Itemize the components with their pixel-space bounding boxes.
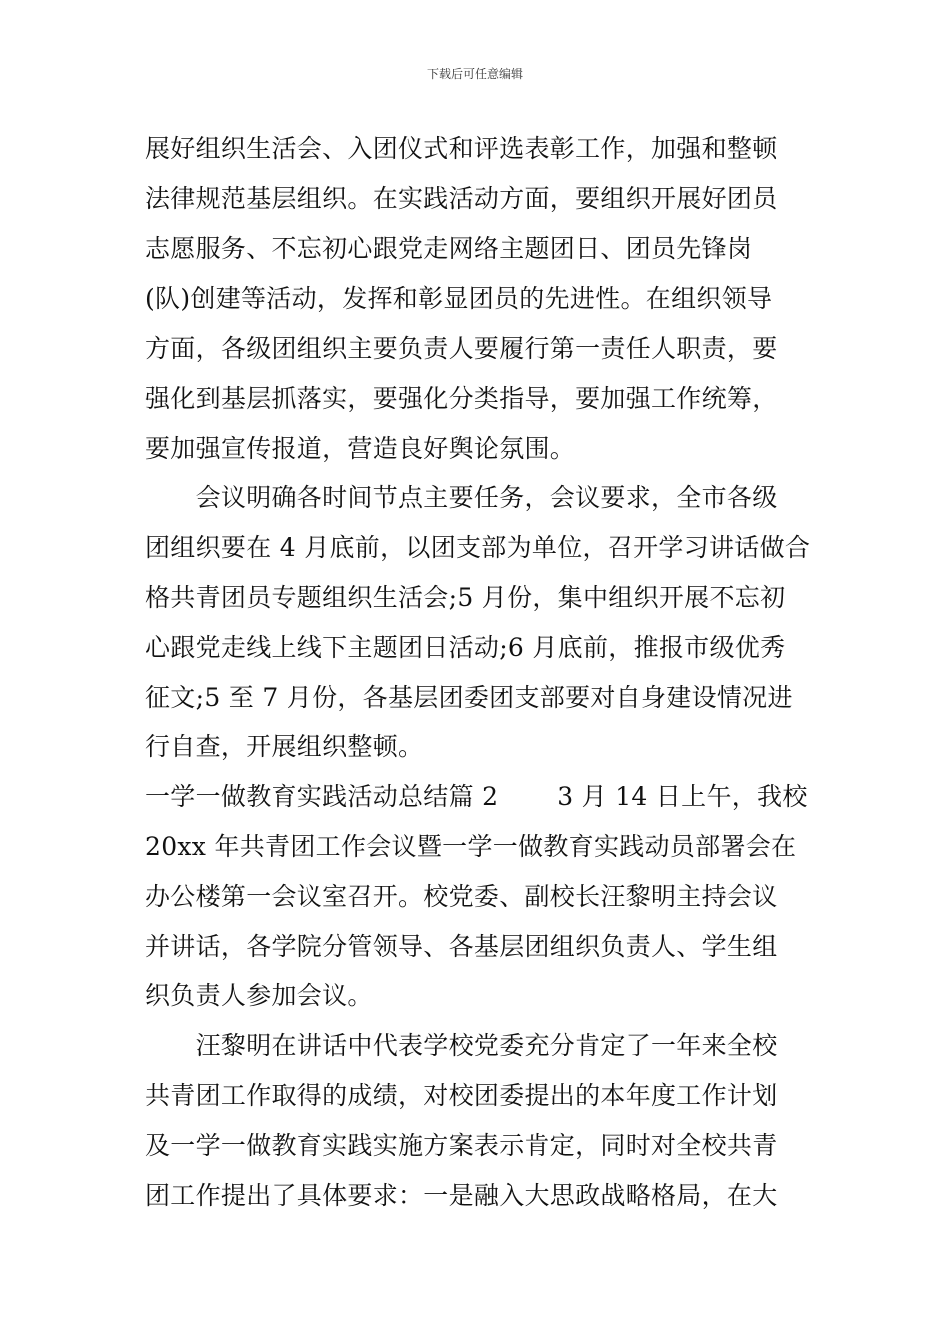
body-line: 会议明确各时间节点主要任务，会议要求，全市各级 — [145, 483, 778, 512]
body-line: (队)创建等活动，发挥和彰显团员的先进性。在组织领导 — [145, 284, 773, 313]
body-line: 强化到基层抓落实，要强化分类指导，要加强工作统筹， — [145, 384, 778, 413]
body-line: 征文;5 至 7 月份，各基层团委团支部要对自身建设情况进 — [145, 683, 793, 712]
body-line: 方面，各级团组织主要负责人要履行第一责任人职责，要 — [145, 334, 778, 363]
body-line: 20xx 年共青团工作会议暨一学一做教育实践动员部署会在 — [145, 832, 797, 861]
body-line: 心跟党走线上线下主题团日活动;6 月底前，推报市级优秀 — [145, 633, 786, 662]
body-line: 法律规范基层组织。在实践活动方面，要组织开展好团员 — [145, 184, 778, 213]
section-heading-line: 一学一做教育实践活动总结篇 2 3 月 14 日上午，我校 — [145, 782, 808, 811]
body-line: 团工作提出了具体要求：一是融入大思政战略格局，在大 — [145, 1181, 778, 1210]
body-line: 格共青团员专题组织生活会;5 月份，集中组织开展不忘初 — [145, 583, 786, 612]
body-line: 织负责人参加会议。 — [145, 981, 373, 1010]
body-line: 及一学一做教育实践实施方案表示肯定，同时对全校共青 — [145, 1131, 778, 1160]
body-line: 要加强宣传报道，营造良好舆论氛围。 — [145, 434, 576, 463]
body-line: 办公楼第一会议室召开。校党委、副校长汪黎明主持会议 — [145, 882, 778, 911]
body-line: 共青团工作取得的成绩，对校团委提出的本年度工作计划 — [145, 1081, 778, 1110]
body-line: 汪黎明在讲话中代表学校党委充分肯定了一年来全校 — [145, 1031, 778, 1060]
body-line: 并讲话，各学院分管领导、各基层团组织负责人、学生组 — [145, 932, 778, 961]
body-line: 团组织要在 4 月底前，以团支部为单位，召开学习讲话做合 — [145, 533, 811, 562]
body-line: 志愿服务、不忘初心跟党走网络主题团日、团员先锋岗 — [145, 234, 753, 263]
body-line: 展好组织生活会、入团仪式和评选表彰工作，加强和整顿 — [145, 134, 778, 163]
body-line: 行自查，开展组织整顿。 — [145, 732, 424, 761]
page-header: 下载后可任意编辑 — [426, 67, 523, 81]
